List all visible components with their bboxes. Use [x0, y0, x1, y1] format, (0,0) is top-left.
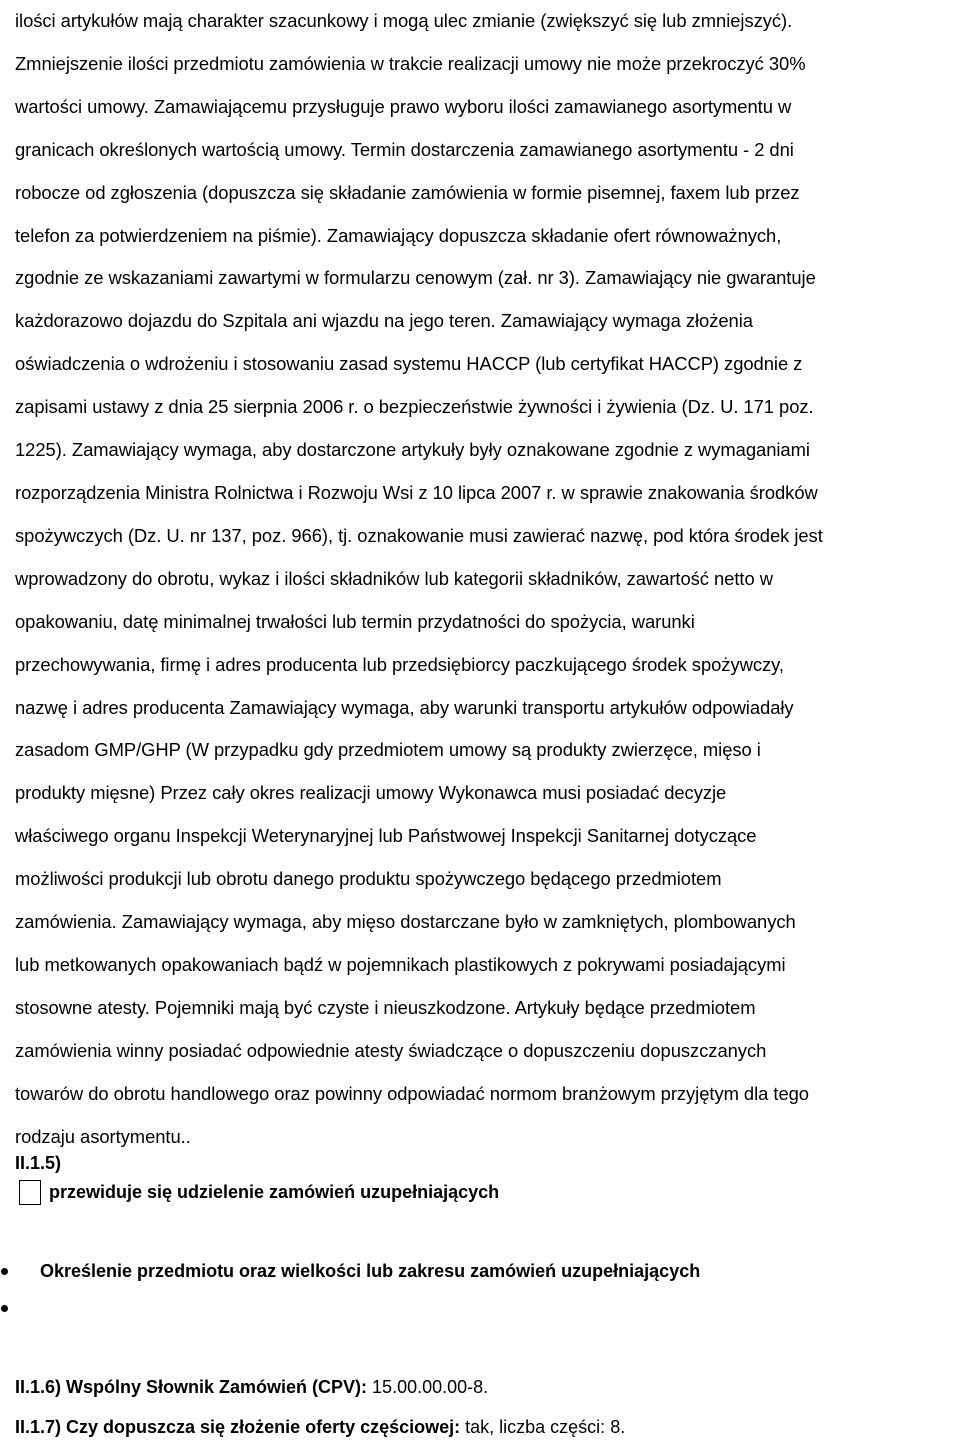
paragraph-line: zasadom GMP/GHP (W przypadku gdy przedmiotem umowy są produkty zwierzęce, mięso i	[15, 739, 761, 761]
paragraph-line: właściwego organu Inspekcji Weterynaryjnej lub Państwowej Inspekcji Sanitarnej dotyczące	[15, 825, 757, 847]
paragraph-line: Zmniejszenie ilości przedmiotu zamówienia w trakcie realizacji umowy nie może przekroczyć 30%	[15, 52, 806, 74]
checkbox-supplementary-orders[interactable]	[19, 1180, 41, 1205]
paragraph-line: stosowne atesty. Pojemniki mają być czyste i nieuszkodzone. Artykuły będące przedmiotem	[15, 996, 756, 1018]
paragraph-line: zamówienia. Zamawiający wymaga, aby mięso dostarczane było w zamkniętych, plombowanych	[15, 911, 796, 933]
paragraph-line: 1225). Zamawiający wymaga, aby dostarczone artykuły były oznakowane zgodnie z wymaganiami	[15, 439, 810, 461]
field-partial-offer-value: tak, liczba części: 8.	[460, 1417, 626, 1437]
section-number-ii-1-5: II.1.5)	[15, 1153, 62, 1173]
field-cpv-label: II.1.6) Wspólny Słownik Zamówień (CPV):	[15, 1377, 368, 1397]
paragraph-line: przechowywania, firmę i adres producenta lub przedsiębiorcy paczkującego środek spożywczy,	[15, 653, 784, 675]
field-cpv-value: 15.00.00.00-8.	[367, 1377, 489, 1397]
paragraph-line: towarów do obrotu handlowego oraz powinny odpowiadać normom branżowym przyjętym dla tego	[15, 1082, 809, 1104]
field-partial-offer-label: II.1.7) Czy dopuszcza się złożenie oferty częściowej:	[15, 1417, 461, 1437]
paragraph-line: nazwę i adres producenta Zamawiający wymaga, aby warunki transportu artykułów odpowiadały	[15, 696, 794, 718]
paragraph-line: produkty mięsne) Przez cały okres realizacji umowy Wykonawca musi posiadać decyzje	[15, 782, 727, 804]
paragraph-line: spożywczych (Dz. U. nr 137, poz. 966), tj. oznakowanie musi zawierać nazwę, pod która środek jest	[15, 524, 823, 546]
bullet-item	[0, 1261, 700, 1282]
bullet-icon	[1, 1305, 8, 1312]
paragraph-requirements	[15, 0, 960, 1158]
paragraph-line: wprowadzony do obrotu, wykaz i ilości składników lub kategorii składników, zawartość netto w	[15, 567, 773, 589]
paragraph-line: zapisami ustawy z dnia 25 sierpnia 2006 r. o bezpieczeństwie żywności i żywienia (Dz. U. 171 poz.	[15, 396, 814, 418]
bullet-icon	[1, 1268, 8, 1275]
paragraph-line: wartości umowy. Zamawiającemu przysługuje prawo wyboru ilości zamawianego asortymentu w	[15, 95, 792, 117]
paragraph-line: zamówienia winny posiadać odpowiednie atesty świadczące o dopuszczeniu dopuszczanych	[15, 1039, 767, 1061]
field-cpv	[15, 1377, 488, 1398]
paragraph-line: robocze od zgłoszenia (dopuszcza się składanie zamówienia w formie pisemnej, faxem lub przez	[15, 181, 800, 203]
document-page	[15, 0, 960, 1158]
paragraph-line: opakowaniu, datę minimalnej trwałości lub termin przydatności do spożycia, warunki	[15, 610, 695, 632]
paragraph-line: rodzaju asortymentu..	[15, 1125, 191, 1147]
paragraph-line: oświadczenia o wdrożeniu i stosowaniu zasad systemu HACCP (lub certyfikat HACCP) zgodnie z	[15, 353, 803, 375]
paragraph-line: zgodnie ze wskazaniami zawartymi w formularzu cenowym (zał. nr 3). Zamawiający nie gwarantuje	[15, 267, 816, 289]
paragraph-line: możliwości produkcji lub obrotu danego produktu spożywczego będącego przedmiotem	[15, 868, 722, 890]
checkbox-label: przewiduje się udzielenie zamówień uzupełniających	[49, 1182, 500, 1202]
option-supplementary-orders	[19, 1180, 499, 1205]
field-partial-offer	[15, 1417, 625, 1438]
paragraph-line: lub metkowanych opakowaniach bądź w pojemnikach plastikowych z pokrywami posiadającymi	[15, 953, 786, 975]
paragraph-line: ilości artykułów mają charakter szacunkowy i mogą ulec zmianie (zwiększyć się lub zmniejszyć).	[15, 10, 793, 31]
bullet-text: Określenie przedmiotu oraz wielkości lub zakresu zamówień uzupełniających	[40, 1261, 701, 1281]
paragraph-line: granicach określonych wartością umowy. Termin dostarczenia zamawianego asortymentu - 2 dni	[15, 138, 794, 160]
bullet-item-empty	[0, 1305, 40, 1312]
paragraph-line: każdorazowo dojazdu do Szpitala ani wjazdu na jego teren. Zamawiający wymaga złożenia	[15, 310, 753, 332]
paragraph-line: rozporządzenia Ministra Rolnictwa i Rozwoju Wsi z 10 lipca 2007 r. w sprawie znakowania środków	[15, 481, 818, 503]
paragraph-line: telefon za potwierdzeniem na piśmie). Zamawiający dopuszcza składanie ofert równoważnych,	[15, 224, 782, 246]
